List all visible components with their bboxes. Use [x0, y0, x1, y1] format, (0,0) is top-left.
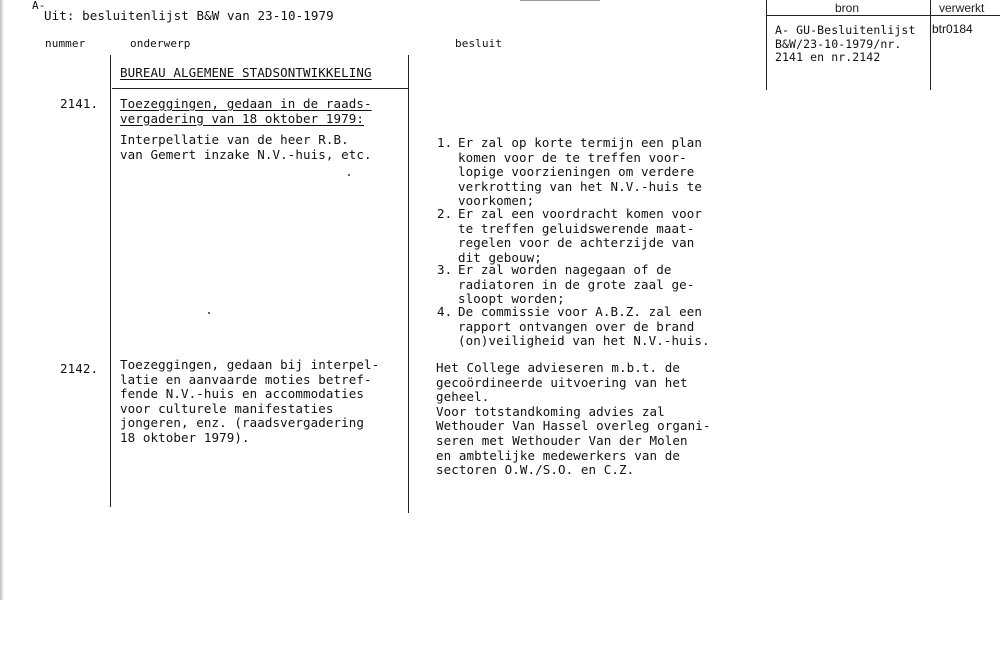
column-header-onderwerp: onderwerp: [130, 37, 191, 50]
scan-speck: [348, 174, 350, 176]
decision-text: Er zal een voordracht komen voor te treffen geluidswerende maat- regelen voor de achterzijde van dit gebouw;: [458, 206, 703, 265]
decision-number: 2.: [437, 206, 453, 221]
decision-number: 3.: [437, 262, 453, 277]
entry-subject-heading: Toezeggingen, gedaan in de raads- vergadering van 18 oktober 1979:: [120, 96, 372, 126]
top-scan-mark: [520, 0, 600, 1]
column-header-besluit: besluit: [455, 37, 503, 50]
decision-number: 1.: [437, 135, 453, 150]
document-prefix: A-: [32, 0, 46, 12]
entry-number: 2142.: [60, 361, 99, 376]
scan-edge-shadow: [0, 0, 4, 600]
bron-label: bron: [835, 1, 860, 15]
table-line-middle: [408, 55, 409, 513]
section-heading: BUREAU ALGEMENE STADSONTWIKKELING: [120, 65, 372, 80]
decision-text: Er zal op korte termijn een plan komen voor de te treffen voor- lopige voorzieningen om verdere verkrotting van het N.V.-huis te voorkomen;: [458, 135, 703, 209]
entry-subject-text: Toezeggingen, gedaan bij interpel- latie en aanvaarde moties betref- fende N.V.-huis en accommodaties voor culturele manifestaties jongeren, enz. (raadsvergadering 18 oktober 1979).: [120, 357, 380, 445]
source-box-divider: [930, 0, 931, 90]
bron-reference: A- GU-Besluitenlijst B&W/23-10-1979/nr. 2141 en nr.2142: [775, 23, 916, 64]
scan-speck: [208, 312, 210, 314]
column-header-nummer: nummer: [45, 37, 86, 50]
decision-number: 4.: [437, 304, 453, 319]
table-line-left: [110, 55, 111, 507]
document-title: Uit: besluitenlijst B&W van 23-10-1979: [44, 8, 334, 23]
entry-subject-text: Interpellatie van de heer R.B. van Gemert inzake N.V.-huis, etc.: [120, 132, 372, 162]
source-box-left-border: [766, 0, 767, 90]
decision-text: Het College advieseren m.b.t. de gecoördineerde uitvoering van het geheel. Voor totstandkoming advies zal Wethouder Van Hassel overleg organi- seren met Wethouder Van der Molen en ambtelijke medewerkers van de sectoren O.W./S.O. en C.Z.: [436, 360, 711, 478]
decision-text: Er zal worden nagegaan of de radiatoren in de grote zaal ge- sloopt worden;: [458, 262, 695, 307]
decision-text: De commissie voor A.B.Z. zal een rapport ontvangen over de brand (on)veiligheid van het N.V.-huis.: [458, 304, 710, 349]
section-heading-rule: [112, 88, 408, 89]
verwerkt-label: verwerkt: [939, 1, 985, 15]
verwerkt-code: btr0184: [932, 22, 973, 36]
entry-number: 2141.: [60, 96, 99, 111]
source-box-header-rule: [766, 15, 1000, 16]
